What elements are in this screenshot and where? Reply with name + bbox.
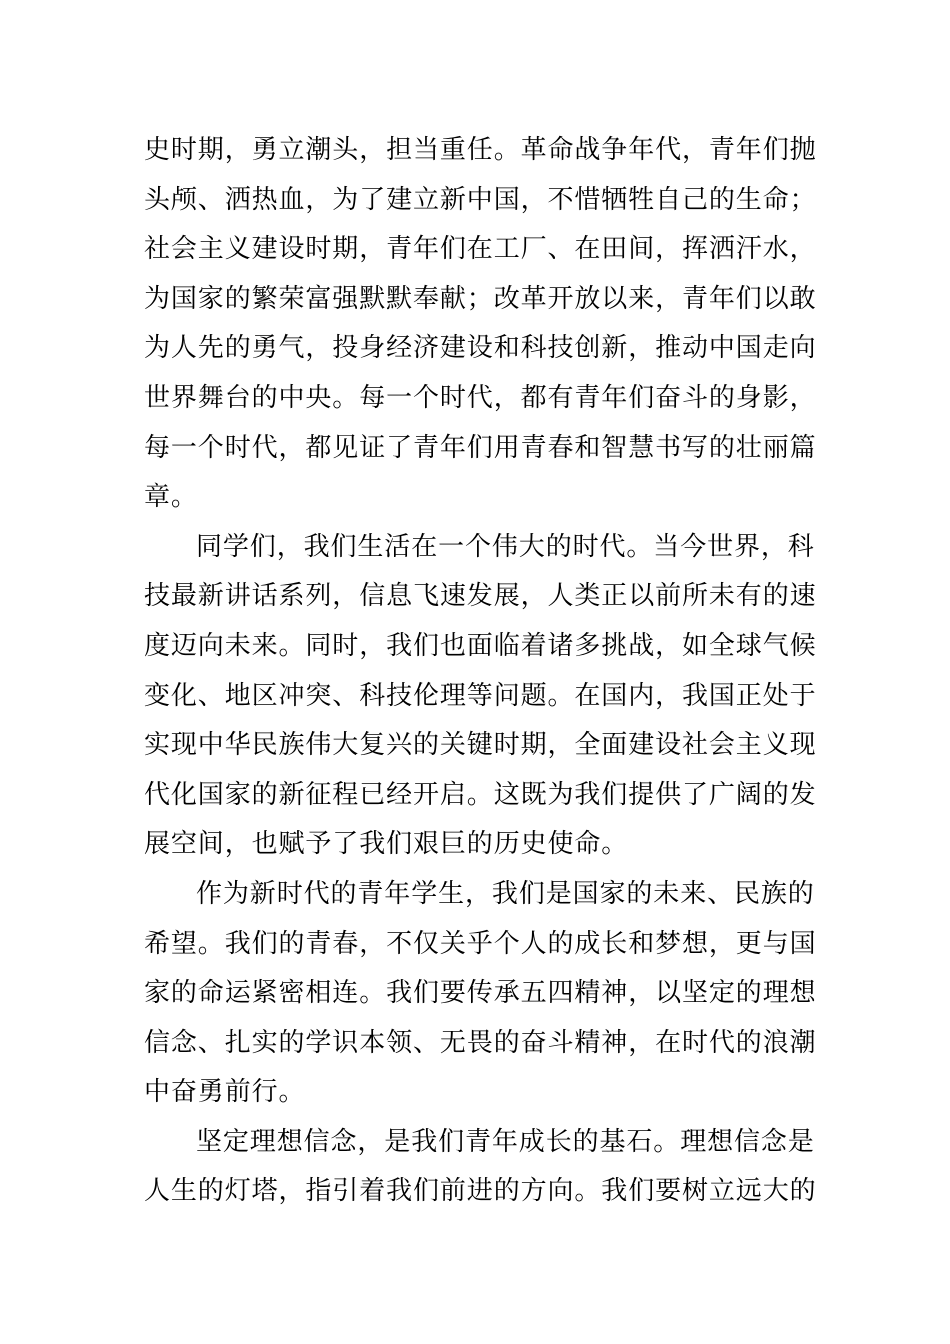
text-line: 史时期，勇立潮头，担当重任。革命战争年代，青年们抛 bbox=[144, 135, 817, 165]
text-line: 为国家的繁荣富强默默奉献；改革开放以来，青年们以敢 bbox=[144, 283, 817, 314]
text-line: 信念、扎实的学识本领、无畏的奋斗精神，在时代的浪潮 bbox=[144, 1027, 817, 1058]
paragraph-3 bbox=[144, 870, 817, 1118]
text-line-indented: 同学们，我们生活在一个伟大的时代。当今世界，科 bbox=[196, 531, 815, 562]
document-body bbox=[144, 126, 817, 1217]
text-line-indented: 坚定理想信念，是我们青年成长的基石。理想信念是 bbox=[196, 1126, 815, 1157]
text-line: 希望。我们的青春，不仅关乎个人的成长和梦想，更与国 bbox=[144, 928, 817, 959]
text-line: 社会主义建设时期，青年们在工厂、在田间，挥洒汗水， bbox=[144, 234, 817, 265]
text-line: 代化国家的新征程已经开启。这既为我们提供了广阔的发 bbox=[144, 779, 817, 810]
text-line: 每一个时代，都见证了青年们用青春和智慧书写的壮丽篇 bbox=[144, 432, 817, 463]
text-line: 展空间，也赋予了我们艰巨的历史使命。 bbox=[144, 829, 629, 860]
paragraph-2 bbox=[144, 523, 817, 870]
text-line: 中奋勇前行。 bbox=[144, 1077, 306, 1108]
text-line: 头颅、洒热血，为了建立新中国，不惜牺牲自己的生命； bbox=[144, 184, 817, 215]
text-line: 实现中华民族伟大复兴的关键时期，全面建设社会主义现 bbox=[144, 730, 817, 761]
text-line: 为人先的勇气，投身经济建设和科技创新，推动中国走向 bbox=[144, 333, 817, 364]
text-line: 人生的灯塔，指引着我们前进的方向。我们要树立远大的 bbox=[144, 1176, 817, 1207]
paragraph-4 bbox=[144, 1118, 817, 1217]
text-line: 变化、地区冲突、科技伦理等问题。在国内，我国正处于 bbox=[144, 680, 817, 711]
paragraph-1 bbox=[144, 126, 817, 523]
text-line-indented: 作为新时代的青年学生，我们是国家的未来、民族的 bbox=[196, 878, 815, 909]
text-line: 度迈向未来。同时，我们也面临着诸多挑战，如全球气候 bbox=[144, 630, 817, 661]
text-line: 世界舞台的中央。每一个时代，都有青年们奋斗的身影， bbox=[144, 382, 817, 413]
text-line: 家的命运紧密相连。我们要传承五四精神，以坚定的理想 bbox=[144, 978, 817, 1009]
text-line: 技最新讲话系列，信息飞速发展，人类正以前所未有的速 bbox=[144, 581, 817, 612]
text-line: 章。 bbox=[144, 482, 198, 513]
